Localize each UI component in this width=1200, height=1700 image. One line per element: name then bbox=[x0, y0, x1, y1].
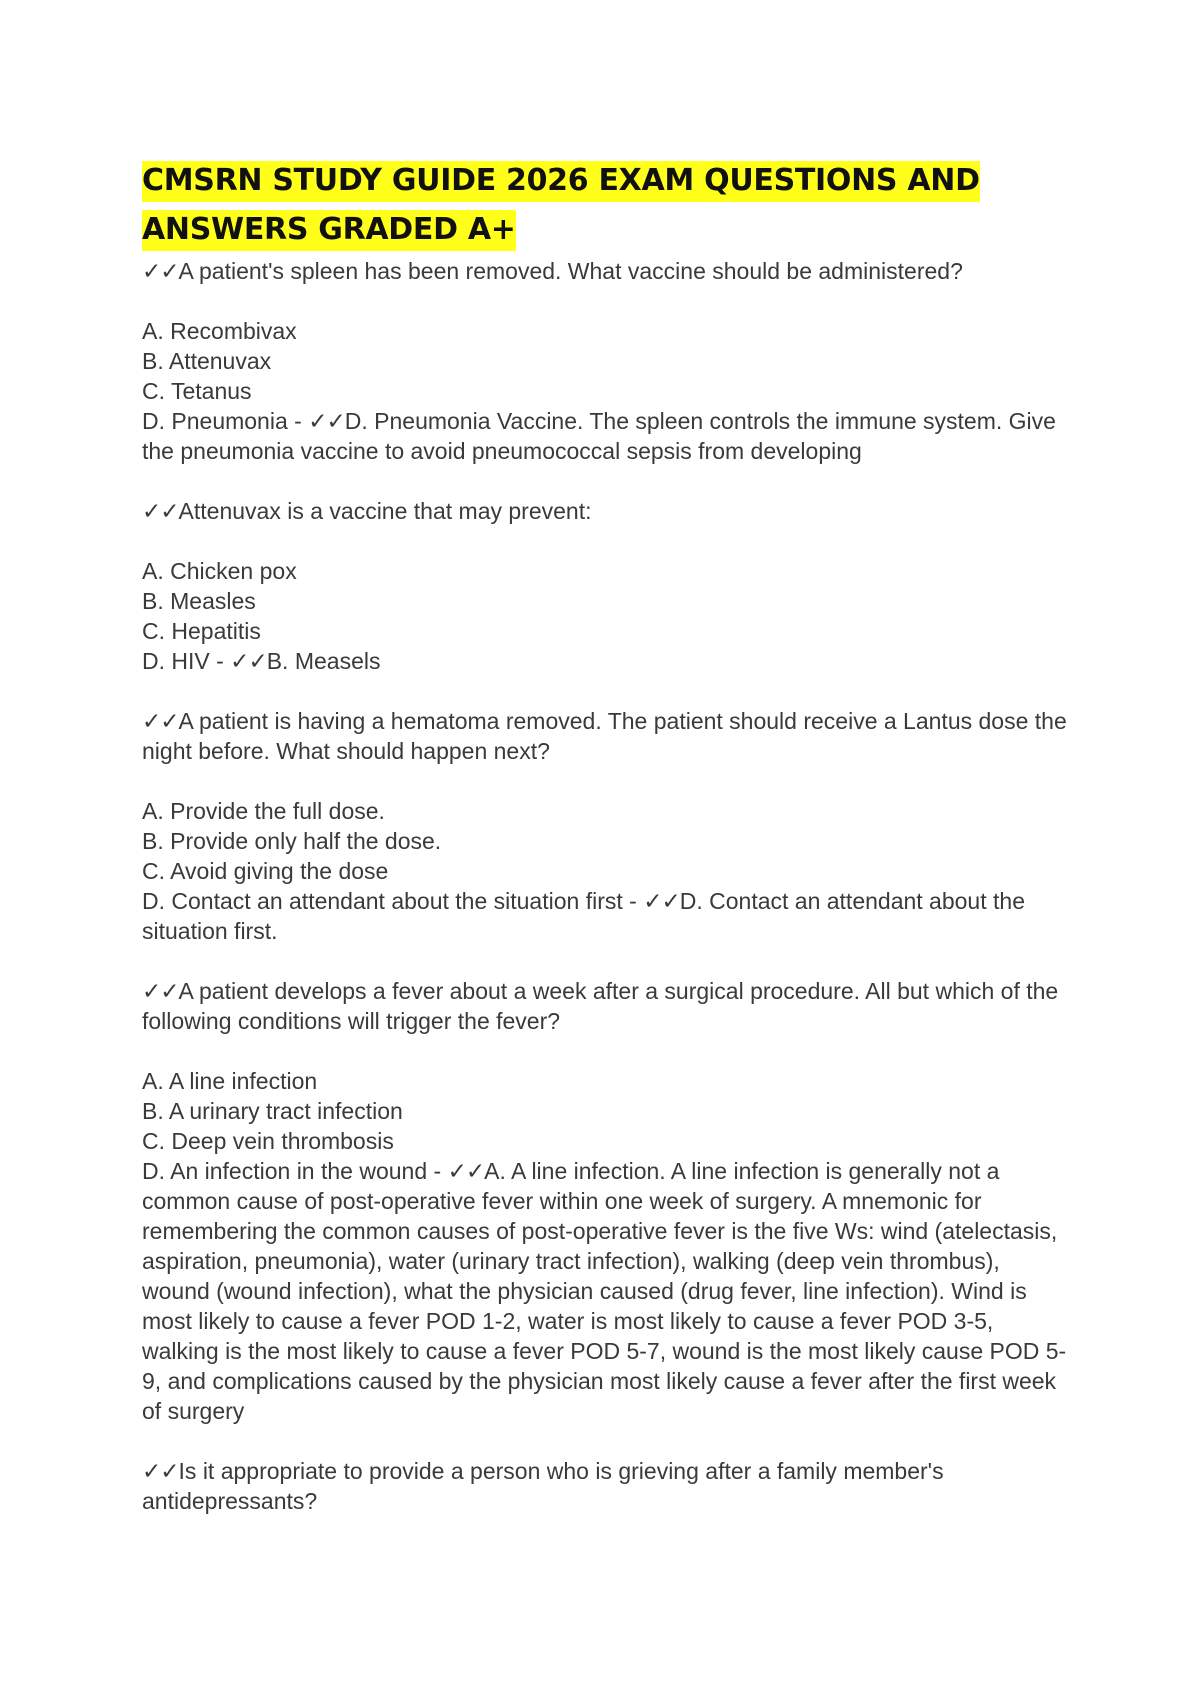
answer-options bbox=[142, 1066, 1072, 1426]
question-text: ✓✓Is it appropriate to provide a person who is grieving after a family member's antidepressants? bbox=[142, 1458, 944, 1514]
option-a: A. Recombivax bbox=[142, 318, 297, 344]
check-mark-icon: ✓✓ bbox=[308, 408, 345, 434]
check-mark-icon: ✓✓ bbox=[142, 498, 179, 524]
qa-list bbox=[142, 256, 1072, 1516]
option-a: A. A line infection bbox=[142, 1068, 318, 1094]
qa-item bbox=[142, 1456, 1072, 1516]
option-a: A. Provide the full dose. bbox=[142, 798, 385, 824]
answer-text: D. Contact an attendant about the situation first. bbox=[142, 888, 1025, 944]
option-b: B. Measles bbox=[142, 588, 256, 614]
document-page bbox=[142, 156, 1072, 1546]
option-d-with-answer: D. Contact an attendant about the situation first - ✓✓D. Contact an attendant about the situation first. bbox=[142, 888, 1025, 944]
option-b: B. Provide only half the dose. bbox=[142, 828, 442, 854]
question-text: ✓✓A patient's spleen has been removed. What vaccine should be administered? bbox=[142, 258, 963, 284]
document-title bbox=[142, 156, 1072, 254]
title-highlight: CMSRN STUDY GUIDE 2026 EXAM QUESTIONS AND ANSWERS GRADED A+ bbox=[142, 161, 980, 251]
qa-item bbox=[142, 976, 1072, 1426]
answer-text: A. A line infection. A line infection is generally not a common cause of post-operative fever within one week of surgery. A mnemonic for remembering the common causes of post-operative fever is the five Ws: wind (atelectasis, aspiration, pneumonia), water (urinary tract infection), walking (deep vein thrombus), wound (wound infection), what the physician caused (drug fever, line infection). Wind is most likely to cause a fever POD 1-2, water is most likely to cause a fever POD 3-5, walking is the most likely to cause a fever POD 5-7, wound is the most likely cause POD 5-9, and complications caused by the physician most likely cause a fever after the first week of surgery bbox=[142, 1158, 1067, 1424]
answer-options bbox=[142, 556, 1072, 676]
answer-options bbox=[142, 316, 1072, 466]
option-c: C. Tetanus bbox=[142, 378, 252, 404]
check-mark-icon: ✓✓ bbox=[230, 648, 267, 674]
check-mark-icon: ✓✓ bbox=[142, 258, 179, 284]
option-a: A. Chicken pox bbox=[142, 558, 297, 584]
question-text: ✓✓A patient is having a hematoma removed. The patient should receive a Lantus dose the night before. What should happen next? bbox=[142, 708, 1067, 764]
check-mark-icon: ✓✓ bbox=[447, 1158, 485, 1184]
option-c: C. Hepatitis bbox=[142, 618, 261, 644]
check-mark-icon: ✓✓ bbox=[142, 708, 179, 734]
check-mark-icon: ✓✓ bbox=[142, 978, 179, 1004]
option-b: B. A urinary tract infection bbox=[142, 1098, 403, 1124]
answer-text: D. Pneumonia Vaccine. The spleen controls the immune system. Give the pneumonia vaccine to avoid pneumococcal sepsis from developing bbox=[142, 408, 1056, 464]
answer-options bbox=[142, 796, 1072, 946]
qa-item bbox=[142, 496, 1072, 676]
question-text: ✓✓Attenuvax is a vaccine that may prevent: bbox=[142, 498, 592, 524]
check-mark-icon: ✓✓ bbox=[643, 888, 680, 914]
check-mark-icon: ✓✓ bbox=[142, 1458, 179, 1484]
answer-text: B. Measels bbox=[266, 648, 381, 674]
option-d-with-answer: D. Pneumonia - ✓✓D. Pneumonia Vaccine. The spleen controls the immune system. Give the pneumonia vaccine to avoid pneumococcal sepsis from developing bbox=[142, 408, 1056, 464]
option-d-with-answer: D. HIV - ✓✓B. Measels bbox=[142, 648, 381, 674]
question-text: ✓✓A patient develops a fever about a week after a surgical procedure. All but which of the following conditions will trigger the fever? bbox=[142, 978, 1059, 1034]
qa-item bbox=[142, 256, 1072, 466]
option-b: B. Attenuvax bbox=[142, 348, 272, 374]
option-c: C. Deep vein thrombosis bbox=[142, 1128, 394, 1154]
option-d-with-answer: D. An infection in the wound - ✓✓A. A line infection. A line infection is generally not a common cause of post-operative fever within one week of surgery. A mnemonic for remembering the common causes of post-operative fever is the five Ws: wind (atelectasis, aspiration, pneumonia), water (urinary tract infection), walking (deep vein thrombus), wound (wound infection), what the physician caused (drug fever, line infection). Wind is most likely to cause a fever POD 1-2, water is most likely to cause a fever POD 3-5, walking is the most likely to cause a fever POD 5-7, wound is the most likely cause POD 5-9, and complications caused by the physician most likely cause a fever after the first week of surgery bbox=[142, 1158, 1067, 1424]
qa-item bbox=[142, 706, 1072, 946]
option-c: C. Avoid giving the dose bbox=[142, 858, 389, 884]
